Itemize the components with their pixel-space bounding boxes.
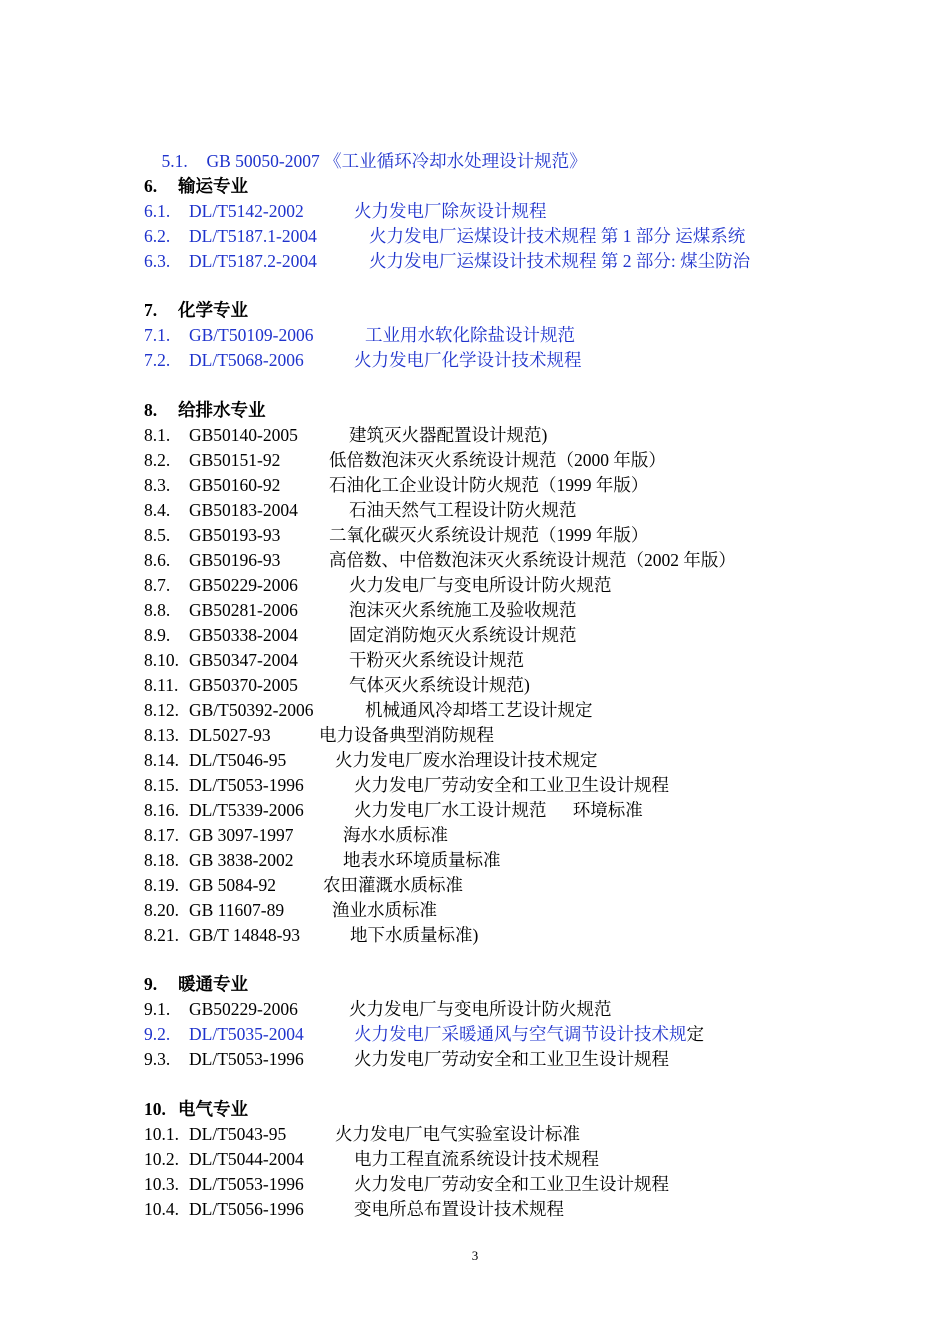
item-code: GB50151-92 <box>189 449 281 470</box>
section-heading <box>144 398 844 423</box>
item-number: 8.20. <box>144 899 179 920</box>
section-number: 6. <box>144 175 158 196</box>
item-code: DL/T5339-2006 <box>189 799 304 820</box>
item-code: GB50193-93 <box>189 524 281 545</box>
standard-item <box>144 224 844 249</box>
item-number: 8.2. <box>144 449 171 470</box>
item-number: 5.1. <box>161 151 188 171</box>
item-code: DL/T5043-95 <box>189 1123 287 1144</box>
item-title: 火力发电厂与变电所设计防火规范 <box>349 574 612 595</box>
item-number: 8.12. <box>144 699 179 720</box>
item-code: GB50347-2004 <box>189 649 298 670</box>
item-number: 10.1. <box>144 1123 179 1144</box>
item-number: 8.8. <box>144 599 171 620</box>
item-title: 地表水环境质量标准 <box>343 849 501 870</box>
standard-item <box>144 498 844 523</box>
document-body <box>144 124 844 1222</box>
item-title: 火力发电厂电气实验室设计标准 <box>335 1123 580 1144</box>
standard-item <box>144 898 844 923</box>
item-code: GB 5084-92 <box>189 874 277 895</box>
item-title: 石油天然气工程设计防火规范 <box>349 499 577 520</box>
item-title-tail: 定 <box>686 1024 704 1044</box>
item-title: 火力发电厂废水治理设计技术规定 <box>335 749 598 770</box>
standard-item <box>144 798 844 823</box>
item-title: 石油化工企业设计防火规范（1999 年版） <box>329 474 649 495</box>
item-code: DL/T5053-1996 <box>189 1049 304 1069</box>
item-code: GB 3097-1997 <box>189 824 294 845</box>
standard-item <box>144 773 844 798</box>
item-code: GB50229-2006 <box>189 999 298 1019</box>
item-number: 10.2. <box>144 1148 179 1169</box>
item-title: 干粉灭火系统设计规范 <box>349 649 524 670</box>
item-title: 固定消防炮灭火系统设计规范 <box>349 624 577 645</box>
item-code: DL/T5142-2002 <box>189 200 304 221</box>
standard-item <box>144 124 844 171</box>
item-title: 泡沫灭火系统施工及验收规范 <box>349 599 577 620</box>
item-code: GB50338-2004 <box>189 624 298 645</box>
item-code: GB 50050-2007 <box>206 151 320 171</box>
item-code: DL/T5046-95 <box>189 749 287 770</box>
standard-item <box>144 723 844 748</box>
item-code: DL/T5053-1996 <box>189 774 304 795</box>
standard-item <box>144 648 844 673</box>
standard-item <box>144 1197 844 1222</box>
item-code: DL/T5187.1-2004 <box>189 225 317 246</box>
section-title: 化学专业 <box>178 300 248 320</box>
item-number: 8.18. <box>144 849 179 870</box>
item-code: GB 3838-2002 <box>189 849 294 870</box>
item-code: GB/T50109-2006 <box>189 325 314 345</box>
standard-item <box>144 348 844 373</box>
item-number: 8.19. <box>144 874 179 895</box>
item-title: 气体灭火系统设计规范) <box>349 674 530 695</box>
item-title: 火力发电厂劳动安全和工业卫生设计规程 <box>354 1049 669 1069</box>
item-number: 8.16. <box>144 799 179 820</box>
section-title: 给排水专业 <box>178 399 266 420</box>
standard-item <box>144 323 844 348</box>
item-title: 火力发电厂劳动安全和工业卫生设计规程 <box>354 1173 669 1194</box>
section-gap <box>144 373 844 398</box>
section-number: 9. <box>144 974 158 994</box>
item-code: GB50183-2004 <box>189 499 298 520</box>
sections-container <box>144 149 844 1222</box>
item-number: 8.15. <box>144 774 179 795</box>
item-code: DL5027-93 <box>189 724 271 745</box>
item-code: GB50160-92 <box>189 474 281 495</box>
section-number: 10. <box>144 1098 166 1119</box>
item-title: 电力设备典型消防规程 <box>319 724 494 745</box>
item-title: 《工业循环冷却水处理设计规范》 <box>324 151 587 171</box>
section-title: 暖通专业 <box>178 974 248 994</box>
item-title: 火力发电厂化学设计技术规程 <box>354 350 582 370</box>
section-heading <box>144 174 844 199</box>
item-code: DL/T5056-1996 <box>189 1198 304 1219</box>
standard-item <box>144 1172 844 1197</box>
item-code: DL/T5187.2-2004 <box>189 250 317 271</box>
item-code: DL/T5035-2004 <box>189 1024 304 1044</box>
item-code: DL/T5068-2006 <box>189 350 304 370</box>
item-title: 海水水质标准 <box>343 824 448 845</box>
standard-item <box>144 1022 844 1047</box>
section-number: 8. <box>144 399 158 420</box>
item-title: 低倍数泡沫灭火系统设计规范（2000 年版） <box>329 449 666 470</box>
item-number: 8.9. <box>144 624 171 645</box>
item-code: GB50281-2006 <box>189 599 298 620</box>
item-title: 火力发电厂运煤设计技术规程 第 2 部分: 煤尘防治 <box>369 250 751 271</box>
item-code: GB50229-2006 <box>189 574 298 595</box>
item-title: 火力发电厂除灰设计规程 <box>354 200 547 221</box>
item-number: 8.7. <box>144 574 171 595</box>
item-number: 7.2. <box>144 350 171 370</box>
item-number: 8.14. <box>144 749 179 770</box>
item-title: 变电所总布置设计技术规程 <box>354 1198 564 1219</box>
section-heading <box>144 298 844 323</box>
standard-item <box>144 673 844 698</box>
section-heading <box>144 972 844 997</box>
section-title: 电气专业 <box>178 1098 248 1119</box>
item-title: 机械通风冷却塔工艺设计规定 <box>365 699 593 720</box>
item-number: 10.4. <box>144 1198 179 1219</box>
standard-item <box>144 199 844 224</box>
item-code: DL/T5044-2004 <box>189 1148 304 1169</box>
item-code: GB50370-2005 <box>189 674 298 695</box>
item-number: 8.21. <box>144 924 179 945</box>
standard-item <box>144 548 844 573</box>
standard-item <box>144 573 844 598</box>
item-title: 火力发电厂劳动安全和工业卫生设计规程 <box>354 774 669 795</box>
item-code: GB/T50392-2006 <box>189 699 314 720</box>
item-number: 10.3. <box>144 1173 179 1194</box>
section-heading <box>144 1097 844 1122</box>
item-title: 电力工程直流系统设计技术规程 <box>354 1148 599 1169</box>
item-code: GB/T 14848-93 <box>189 924 300 945</box>
item-number: 6.1. <box>144 200 171 221</box>
standard-item <box>144 848 844 873</box>
item-code: GB 11607-89 <box>189 899 285 920</box>
item-number: 8.5. <box>144 524 171 545</box>
standard-item <box>144 623 844 648</box>
item-number: 8.4. <box>144 499 171 520</box>
standard-item <box>144 473 844 498</box>
item-number: 8.6. <box>144 549 171 570</box>
item-number: 9.2. <box>144 1024 171 1044</box>
section-number: 7. <box>144 300 158 320</box>
page-number: 3 <box>471 1248 479 1263</box>
standard-item <box>144 598 844 623</box>
item-number: 8.3. <box>144 474 171 495</box>
standard-item <box>144 698 844 723</box>
item-number: 8.1. <box>144 424 171 445</box>
section-title: 输运专业 <box>178 175 248 196</box>
item-title: 高倍数、中倍数泡沫灭火系统设计规范（2002 年版） <box>329 549 736 570</box>
item-number: 7.1. <box>144 325 171 345</box>
standard-item <box>144 1147 844 1172</box>
section-gap <box>144 1072 844 1097</box>
item-number: 9.3. <box>144 1049 171 1069</box>
item-code: GB50140-2005 <box>189 424 298 445</box>
item-title: 二氧化碳灭火系统设计规范（1999 年版） <box>329 524 649 545</box>
item-code: DL/T5053-1996 <box>189 1173 304 1194</box>
standard-item <box>144 1122 844 1147</box>
item-number: 8.13. <box>144 724 179 745</box>
standard-item <box>144 423 844 448</box>
standard-item <box>144 873 844 898</box>
standard-item <box>144 523 844 548</box>
item-number: 8.11. <box>144 674 179 695</box>
item-title: 渔业水质标准 <box>332 899 437 920</box>
item-title: 建筑灭火器配置设计规范) <box>349 424 548 445</box>
item-title: 火力发电厂与变电所设计防火规范 <box>349 999 612 1019</box>
item-number: 6.3. <box>144 250 171 271</box>
section-gap <box>144 274 844 299</box>
standard-item <box>144 823 844 848</box>
item-title: 火力发电厂水工设计规范 环境标准 <box>354 799 643 820</box>
standard-item <box>144 448 844 473</box>
standard-item <box>144 748 844 773</box>
item-title: 农田灌溉水质标准 <box>323 874 463 895</box>
item-title: 地下水质量标准) <box>350 924 479 945</box>
item-number: 8.10. <box>144 649 179 670</box>
item-number: 8.17. <box>144 824 179 845</box>
item-title: 火力发电厂运煤设计技术规程 第 1 部分 运煤系统 <box>369 225 746 246</box>
item-title: 工业用水软化除盐设计规范 <box>365 325 575 345</box>
standard-item <box>144 997 844 1022</box>
item-code: GB50196-93 <box>189 549 281 570</box>
standard-item <box>144 1047 844 1072</box>
item-number: 6.2. <box>144 225 171 246</box>
item-number: 9.1. <box>144 999 171 1019</box>
section-gap <box>144 948 844 973</box>
item-title: 火力发电厂采暖通风与空气调节设计技术规 <box>354 1024 687 1044</box>
standard-item <box>144 249 844 274</box>
standard-item <box>144 923 844 948</box>
